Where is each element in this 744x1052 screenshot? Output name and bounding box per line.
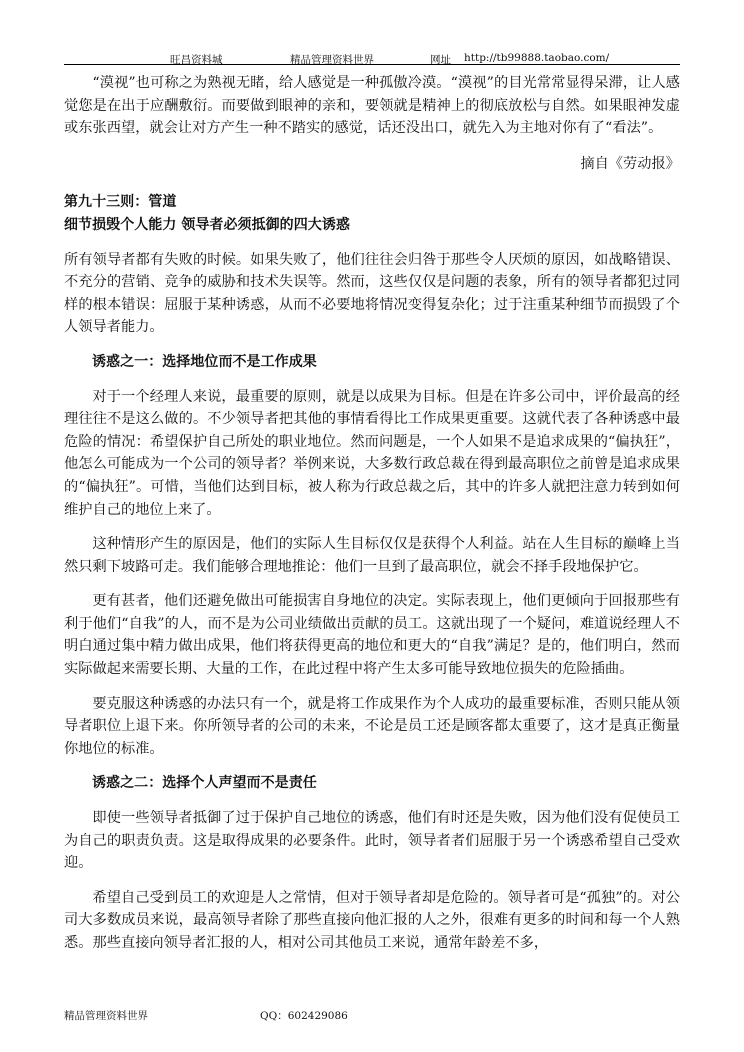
chapter-title: 第九十三则：管道 xyxy=(64,194,177,211)
paragraph: 即使一些领导者抵御了过于保护自己地位的诱惑，他们有时还是失败，因为他们没有促使员工为自己的职责负责。这是取得成果的必要条件。此时，领导者者们屈服于另一个诱惑希望自己受欢迎。 xyxy=(64,810,680,872)
paragraph: 要克服这种诱惑的办法只有一个，就是将工作成果作为个人成功的最重要标准，否则只能从领导者职位上退下来。你所领导者的公司的未来，不论是员工还是顾客都太重要了，这才是真正衡量你地位的标准。 xyxy=(64,695,680,757)
paragraph: 这种情形产生的原因是，他们的实际人生目标仅仅是获得个人利益。站在人生目标的巅峰上当然只剩下坡路可走。我们能够合理地推论：他们一旦到了最高职位，就会不择手段地保护它。 xyxy=(64,536,680,575)
header-url[interactable]: http://tb99888.taobao.com/ xyxy=(464,52,610,64)
paragraph: 希望自己受到员工的欢迎是人之常情，但对于领导者却是危险的。领导者可是“孤独”的。对公司大多数成员来说，最高领导者除了那些直接向他汇报的人之外，很难有更多的时间和每一个人熟悉。那些直接向领导者汇报的人，相对公司其他员工来说，通常年龄差不多， xyxy=(64,889,680,951)
paragraph: 更有甚者，他们还避免做出可能损害自身地位的决定。实际表现上，他们更倾向于回报那些有利于他们“自我”的人，而不是为公司业绩做出贡献的员工。这就出现了一个疑问，难道说经理人不明白通过集中精力做出成果，他们将获得更高的地位和更大的“自我”满足？是的，他们明白，然而实际做起来需要长期、大量的工作，在此过程中将产生太多可能导致地位损失的危险插曲。 xyxy=(64,593,680,678)
footer-site-name: 精品管理资料世界 xyxy=(64,1010,148,1022)
page-header xyxy=(64,38,680,65)
paragraph: 对于一个经理人来说，最重要的原则，就是以成果为目标。但是在许多公司中，评价最高的经理往往不是这么做的。不少领导者把其他的事情看得比工作成果更重要。这就代表了各种诱惑中最危险的情况：希望保护自己所处的职业地位。然而问题是，一个人如果不是追求成果的“偏执狂”，他怎么可能成为一个公司的领导者？举例来说，大多数行政总裁在得到最高职位之前曾是追求成果的“偏执狂”。可惜，当他们达到目标，被人称为行政总裁之后，其中的许多人就把注意力转到如何维护自己的地位上来了。 xyxy=(64,388,680,518)
page-footer xyxy=(64,1008,680,1028)
header-url-label: 网址 xyxy=(430,54,451,66)
section-heading-temptation-1: 诱惑之一：选择地位而不是工作成果 xyxy=(92,353,317,370)
header-site-name: 精品管理资料世界 xyxy=(290,54,374,66)
header-shop-name: 旺昌资料城 xyxy=(170,54,223,66)
document-body xyxy=(64,72,680,955)
intro-paragraph: “漠视”也可称之为熟视无睹，给人感觉是一种孤傲冷漠。“漠视”的目光常常显得呆滞，让人感觉您是在出于应酬敷衍。而要做到眼神的亲和，要领就是精神上的彻底放松与自然。如果眼神发虚或东张西望，就会让对方产生一种不踏实的感觉，话还没出口，就先入为主地对你有了“看法”。 xyxy=(64,75,680,137)
chapter-lead-paragraph: 所有领导者都有失败的时候。如果失败了，他们往往会归咎于那些令人厌烦的原因，如战略错误、不充分的营销、竞争的威胁和技术失误等。然而，这些仅仅是问题的表象，所有的领导者都犯过同样的根本错误：屈服于某种诱惑，从而不必要地将情况变得复杂化；过于注重某种细节而损毁了个人领导者能力。 xyxy=(64,251,680,336)
section-heading-temptation-2: 诱惑之二：选择个人声望而不是责任 xyxy=(92,775,317,792)
chapter-subtitle: 细节损毁个人能力 领导者必须抵御的四大诱惑 xyxy=(64,216,350,233)
source-citation: 摘自《劳动报》 xyxy=(580,155,680,172)
footer-qq: QQ：602429086 xyxy=(260,1010,348,1022)
